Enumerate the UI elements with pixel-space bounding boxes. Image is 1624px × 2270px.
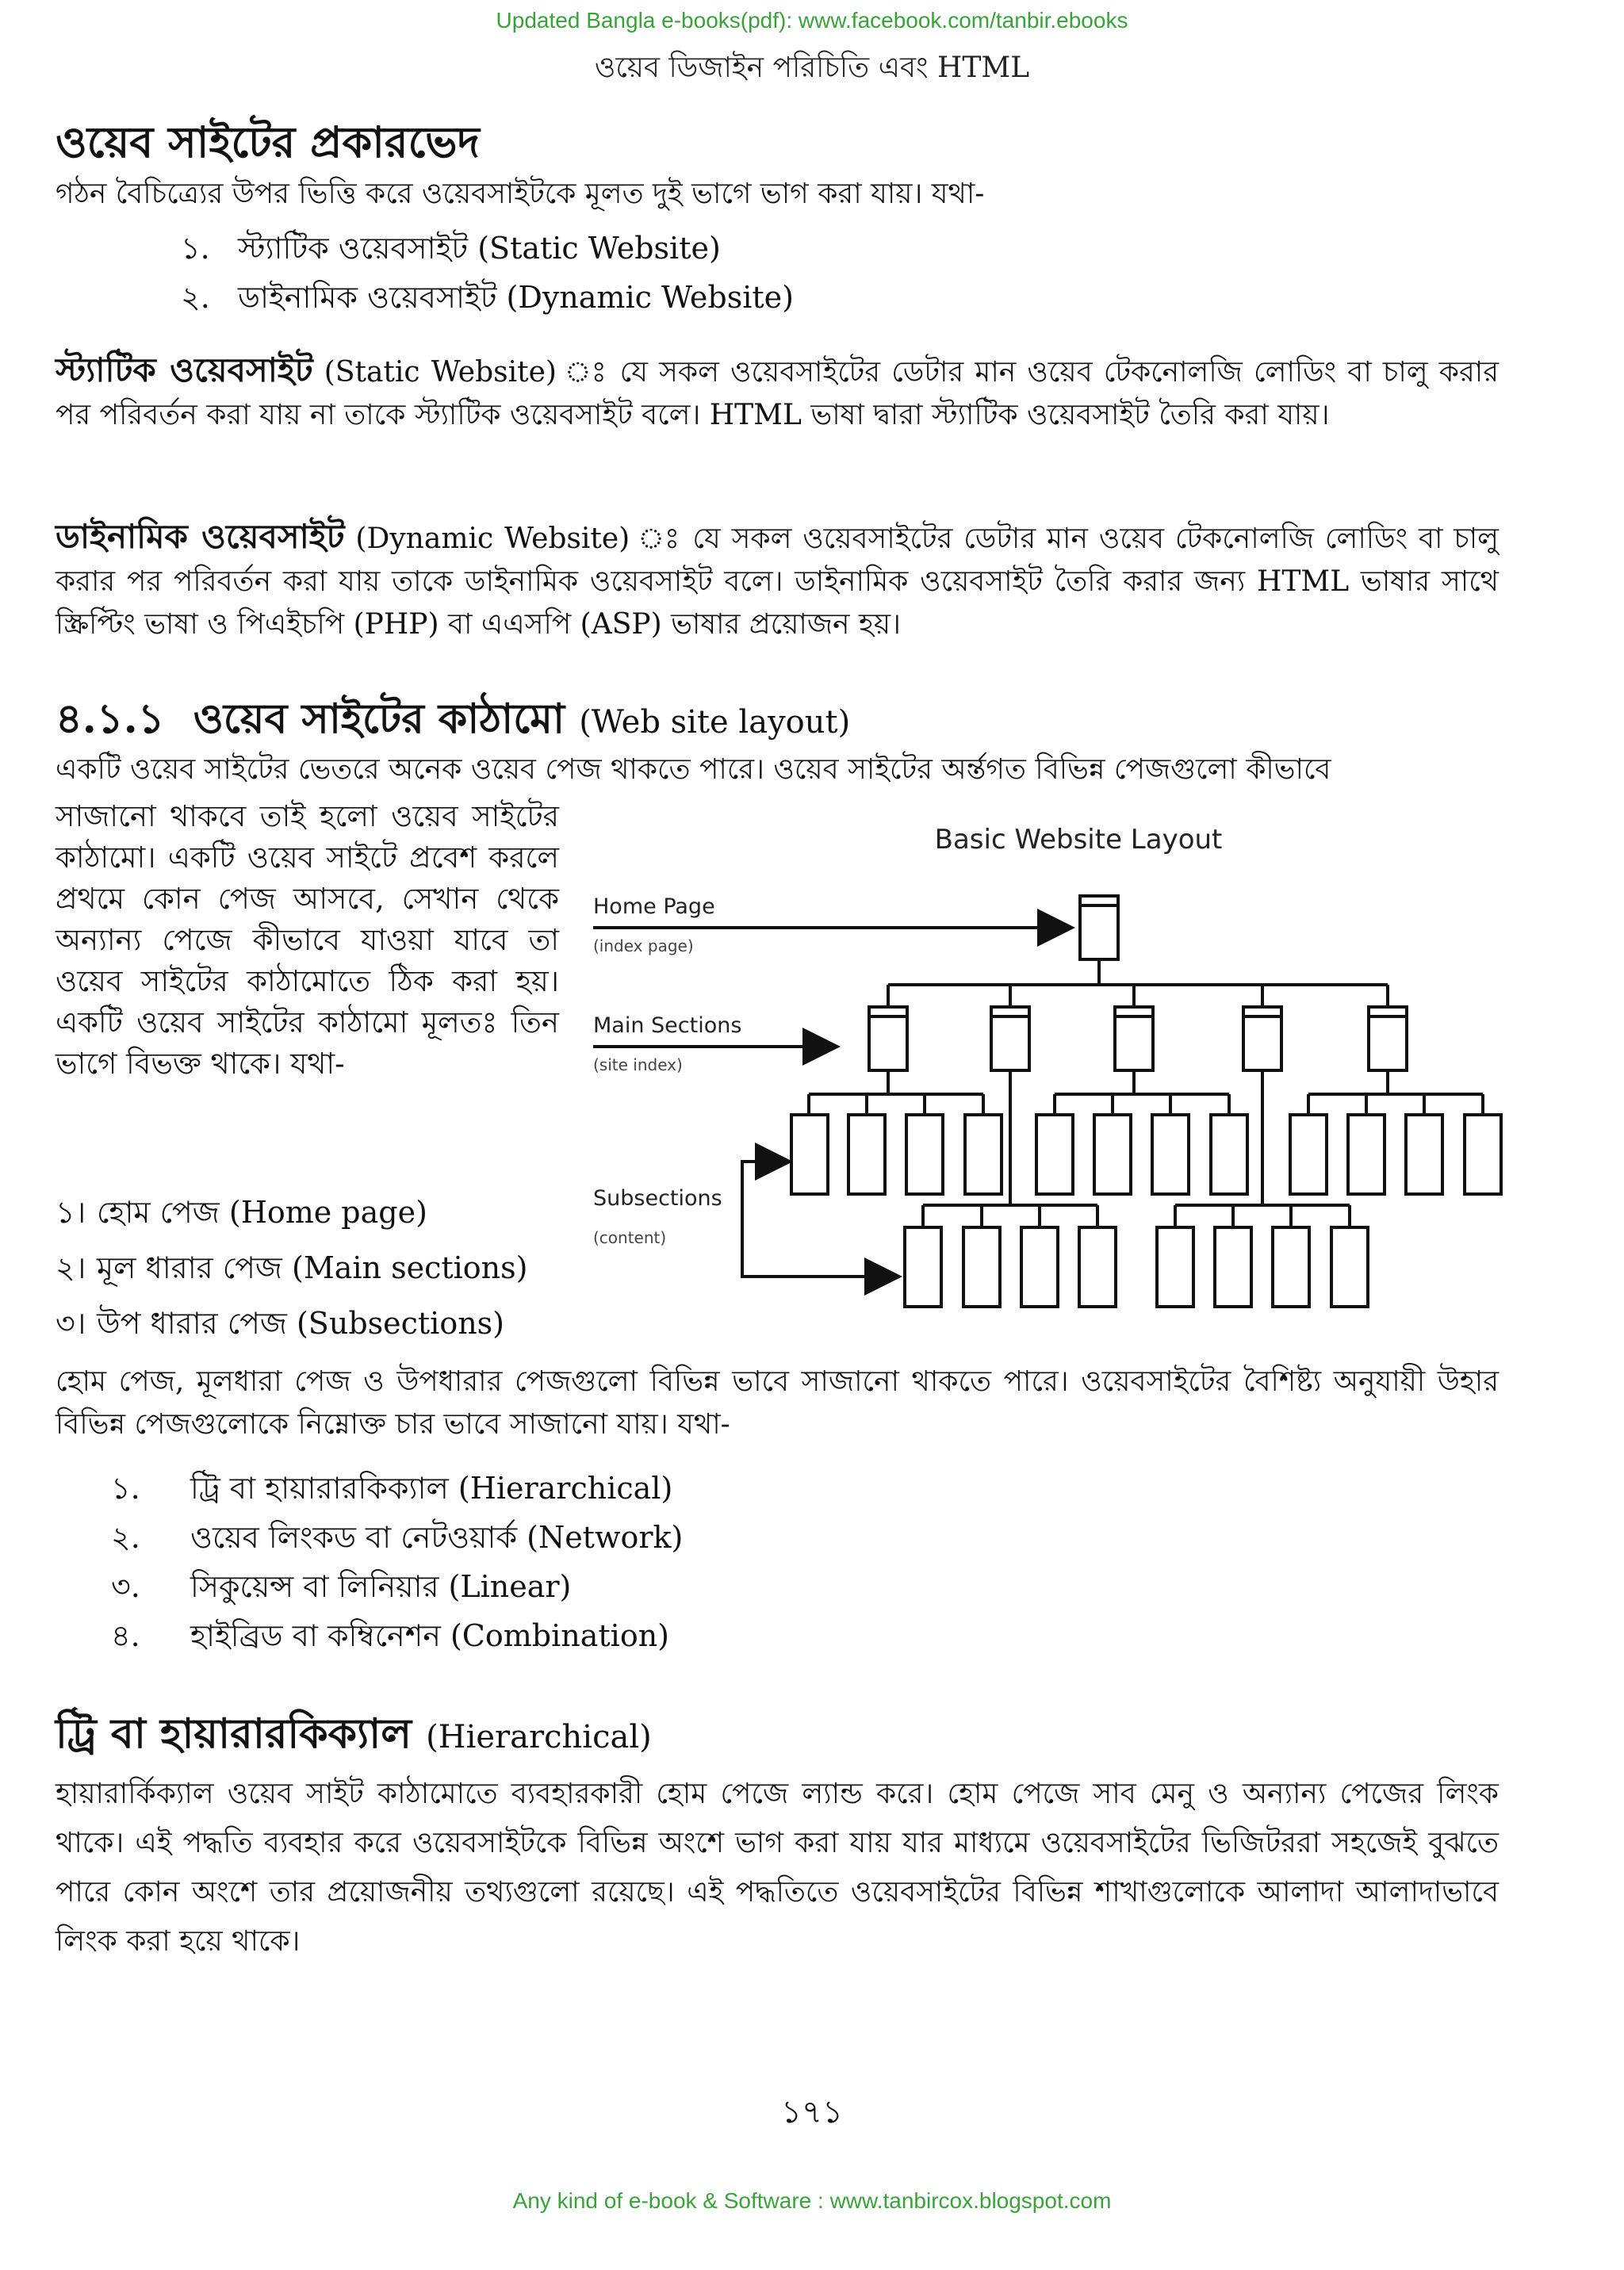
dynamic-website-definition — [56, 515, 1499, 646]
layout-column-text: সাজানো থাকবে তাই হলো ওয়েব সাইটের কাঠামো। একটি ওয়েব সাইটে প্রবেশ করলে প্রথমে কোন পেজ আসবে, সেখান থেকে অন্যান্য পেজে কীভাবে যাওয়া যাবে তা ওয়েব সাইটের কাঠামোতে ঠিক করা হয়। একটি ওয়েব সাইটের কাঠামো মূলতঃ তিন ভাগে বিভক্ত থাকে। যথা- — [56, 799, 559, 1081]
section-title: ওয়েব সাইটের কাঠামো — [193, 695, 565, 743]
section-intro: গঠন বৈচিত্র্যের উপর ভিত্তি করে ওয়েবসাইটকে মূলত দুই ভাগে ভাগ করা যায়। যথা- — [56, 178, 985, 210]
list-text: ট্রি বা হায়ারারকিক্যাল (Hierarchical) — [190, 1471, 673, 1506]
list-text: ডাইনামিক ওয়েবসাইট (Dynamic Website) — [238, 280, 794, 315]
list-text: সিকুয়েন্স বা লিনিয়ার (Linear) — [190, 1569, 572, 1604]
list-number: ৩. — [111, 1569, 140, 1604]
term-static-website: স্ট্যাটিক ওয়েবসাইট — [56, 350, 313, 389]
footer-banner: Any kind of e-book & Software : www.tanbircox.blogspot.com — [512, 2188, 1112, 2213]
list-item — [111, 1514, 683, 1565]
list-number: ১। — [56, 1195, 86, 1230]
list-text: মূল ধারার পেজ (Main sections) — [97, 1250, 528, 1285]
layout-intro: একটি ওয়েব সাইটের ভেতরে অনেক ওয়েব পেজ থাকতে পারে। ওয়েব সাইটের অর্ন্তগত বিভিন্ন পেজগুলো কীভাবে — [56, 753, 1331, 786]
list-item — [56, 1245, 527, 1296]
arrangement-intro: হোম পেজ, মূলধারা পেজ ও উপধারার পেজগুলো বিভিন্ন ভাবে সাজানো থাকতে পারে। ওয়েবসাইটের বৈশিষ্ট্য অনুযায়ী উহার বিভিন্ন পেজগুলোকে নিম্নোক্ত চার ভাবে সাজানো যায়। যথা- — [56, 1365, 1499, 1441]
term-dynamic-website: ডাইনামিক ওয়েবসাইট — [56, 517, 345, 556]
list-number: ১. — [111, 1471, 140, 1506]
list-item — [111, 1465, 672, 1516]
diagram-title: Basic Website Layout — [934, 824, 1223, 856]
list-number: ২. — [111, 1520, 140, 1555]
section-subtitle: (Web site layout) — [579, 704, 851, 741]
list-item — [181, 274, 794, 325]
list-number: ১. — [181, 231, 210, 266]
list-text: স্ট্যাটিক ওয়েবসাইট (Static Website) — [238, 231, 721, 266]
section-title-website-types: ওয়েব সাইটের প্রকারভেদ — [56, 117, 480, 167]
page-number: ১৭১ — [781, 2094, 843, 2130]
section-title-website-layout — [56, 687, 850, 756]
static-website-definition — [56, 349, 1499, 437]
section-number: ৪.১.১ — [56, 695, 165, 743]
list-text: ওয়েব লিংকড বা নেটওয়ার্ক (Network) — [190, 1520, 684, 1555]
arrow-subsections-top — [742, 1162, 787, 1217]
top-banner: Updated Bangla e-books(pdf): www.facebook.com/tanbir.ebooks — [496, 8, 1128, 33]
list-text: হাইব্রিড বা কম্বিনেশন (Combination) — [190, 1618, 670, 1653]
label-subs-sub: (content) — [593, 1228, 667, 1247]
list-number: ৪. — [111, 1618, 140, 1653]
section-title: ট্রি বা হায়ারারকিক্যাল — [56, 1709, 412, 1758]
label-subsections: Subsections — [593, 1186, 722, 1211]
subsection-boxes-row-2 — [905, 1205, 1368, 1307]
definition-text: (Static Website) ঃ যে সকল ওয়েবসাইটের ডেটার মান ওয়েব টেকনোলজি লোডিং বা চালু করার পর পরিবর্তন করা যায় না তাকে স্ট্যাটিক ওয়েবসাইট বলে। HTML ভাষা দ্বারা স্ট্যাটিক ওয়েবসাইট তৈরি করা যায়। — [56, 356, 1499, 431]
list-text: হোম পেজ (Home page) — [97, 1195, 427, 1230]
main-section-boxes — [869, 985, 1407, 1070]
list-number: ৩। — [56, 1306, 86, 1341]
label-home-page: Home Page — [593, 894, 715, 919]
running-header: ওয়েব ডিজাইন পরিচিতি এবং HTML — [594, 52, 1030, 84]
list-number: ২। — [56, 1250, 86, 1285]
section-title-hierarchical — [56, 1702, 652, 1770]
arrow-subsections-bottom — [742, 1217, 896, 1277]
label-main-sub: (site index) — [593, 1055, 683, 1074]
section-subtitle: (Hierarchical) — [426, 1719, 652, 1755]
list-item — [111, 1564, 571, 1614]
label-main-sections: Main Sections — [593, 1013, 742, 1038]
list-number: ২. — [181, 280, 210, 315]
website-layout-diagram — [579, 809, 1507, 1316]
subsection-boxes-row-1 — [791, 1094, 1501, 1194]
hierarchical-description: হায়ারার্কিক্যাল ওয়েব সাইট কাঠামোতে ব্যবহারকারী হোম পেজে ল্যান্ড করে। হোম পেজে সাব মেনু ও অন্যান্য পেজের লিংক থাকে। এই পদ্ধতি ব্যবহার করে ওয়েবসাইটকে বিভিন্ন অংশে ভাগ করা যায় যার মাধ্যমে ওয়েবসাইটের ভিজিটররা সহজেই বুঝতে পারে কোন অংশে তার প্রয়োজনীয় তথ্যগুলো রয়েছে। এই পদ্ধতিতে ওয়েবসাইটের বিভিন্ন শাখাগুলোকে আলাদা আলাদাভাবে লিংক করা হয়ে থাকে। — [56, 1778, 1499, 1958]
list-item — [56, 1300, 504, 1351]
label-home-sub: (index page) — [593, 936, 694, 955]
list-item — [181, 225, 721, 276]
list-item — [56, 1189, 427, 1240]
list-text: উপ ধারার পেজ (Subsections) — [97, 1306, 505, 1341]
definition-text: (Dynamic Website) ঃ যে সকল ওয়েবসাইটের ডেটার মান ওয়েব টেকনোলজি লোডিং বা চালু করার পর পরিবর্তন করা যায় তাকে ডাইনামিক ওয়েবসাইট বলে। ডাইনামিক ওয়েবসাইট তৈরি করার জন্য HTML ভাষার সাথে স্ক্রিপ্টিং ভাষা ও পিএইচপি (PHP) বা এএসপি (ASP) ভাষার প্রয়োজন হয়। — [56, 523, 1500, 641]
list-item — [111, 1613, 669, 1663]
